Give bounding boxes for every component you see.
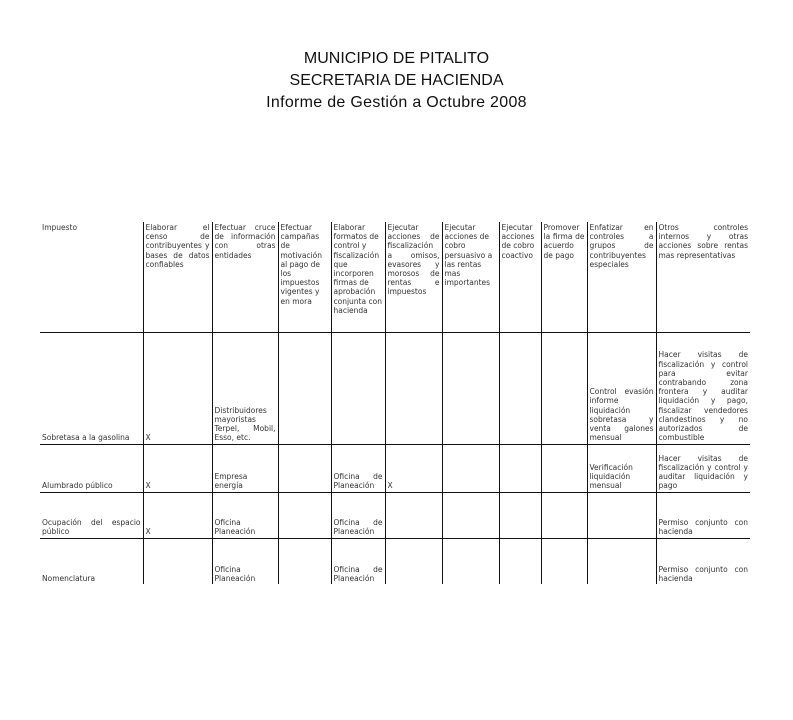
especiales-cell bbox=[587, 492, 656, 538]
coactivo-cell bbox=[499, 492, 541, 538]
table-row bbox=[40, 538, 750, 584]
campanas-cell bbox=[278, 538, 331, 584]
censo-cell: X bbox=[143, 332, 212, 444]
column-header: Otros controles internos y otras acciones sobre rentas mas representativas bbox=[658, 223, 748, 260]
fiscalizacion-cell: X bbox=[385, 444, 442, 492]
persuasivo-cell bbox=[442, 444, 499, 492]
header-row bbox=[40, 222, 750, 332]
impuesto-cell: Nomenclatura bbox=[40, 538, 143, 584]
censo-cell bbox=[143, 538, 212, 584]
especiales-cell bbox=[587, 538, 656, 584]
cruce-cell: Empresa energía bbox=[212, 444, 278, 492]
column-header: Elaborar el censo de contribuyentes y bases de datos confiables bbox=[143, 222, 212, 332]
acuerdo-cell bbox=[541, 538, 587, 584]
persuasivo-cell bbox=[442, 538, 499, 584]
coactivo-cell bbox=[499, 332, 541, 444]
column-header: Efectuar cruce de información con otras entidades bbox=[212, 222, 278, 332]
column-header: Efectuar campañas de motivación al pago de los impuestos vigentes y en mora bbox=[278, 222, 331, 332]
department-title: SECRETARIA DE HACIENDA bbox=[289, 72, 504, 89]
column-header: Elaborar formatos de control y fiscalización que incorporen firmas de aprobación conjunta con hacienda bbox=[331, 222, 385, 332]
column-header: Ejecutar acciones de fiscalización a omisos, evasores y morosos de rentas e impuestos bbox=[385, 222, 442, 332]
censo-cell: X bbox=[143, 444, 212, 492]
cruce-cell: Oficina Planeación bbox=[212, 492, 278, 538]
impuesto-cell: Sobretasa a la gasolina bbox=[40, 332, 143, 444]
table-row bbox=[40, 444, 750, 492]
coactivo-cell bbox=[499, 444, 541, 492]
fiscalizacion-cell bbox=[385, 332, 442, 444]
impuesto-cell: Alumbrado público bbox=[40, 444, 143, 492]
cruce-cell: Oficina Planeación bbox=[212, 538, 278, 584]
impuesto-cell: Ocupación del espacio público bbox=[40, 492, 143, 538]
formatos-cell: Oficina de Planeación bbox=[331, 538, 385, 584]
acuerdo-cell bbox=[541, 332, 587, 444]
otros-cell: Hacer visitas de fiscalización y control y auditar liquidación y pago bbox=[656, 444, 750, 492]
report-title: Informe de Gestión a Octubre 2008 bbox=[266, 94, 527, 111]
acuerdo-cell bbox=[541, 492, 587, 538]
municipality-title: MUNICIPIO DE PITALITO bbox=[303, 50, 490, 67]
otros-cell: Permiso conjunto con hacienda bbox=[656, 538, 750, 584]
campanas-cell bbox=[278, 492, 331, 538]
column-header: Enfatizar en controles a grupos de contribuyentes especiales bbox=[587, 222, 656, 332]
column-header: Promover la firma de acuerdo de pago bbox=[541, 222, 587, 332]
campanas-cell bbox=[278, 332, 331, 444]
column-header: Ejecutar acciones de cobro persuasivo a las rentas mas importantes bbox=[442, 222, 499, 332]
fiscalizacion-cell bbox=[385, 492, 442, 538]
fiscalizacion-cell bbox=[385, 538, 442, 584]
column-header: Ejecutar acciones de cobro coactivo bbox=[499, 222, 541, 332]
otros-cell: Permiso conjunto con hacienda bbox=[656, 492, 750, 538]
campanas-cell bbox=[278, 444, 331, 492]
formatos-cell bbox=[331, 332, 385, 444]
persuasivo-cell bbox=[442, 332, 499, 444]
acuerdo-cell bbox=[541, 444, 587, 492]
persuasivo-cell bbox=[442, 492, 499, 538]
especiales-cell: Control evasión informe liquidación sobretasa y venta galones mensual bbox=[587, 332, 656, 444]
column-header: Impuesto bbox=[40, 222, 143, 332]
especiales-cell: Verificación liquidación mensual bbox=[587, 444, 656, 492]
cruce-cell: Distribuidores mayoristas Terpel, Mobil, Esso, etc. bbox=[212, 332, 278, 444]
formatos-cell: Oficina de Planeación bbox=[331, 444, 385, 492]
censo-cell: X bbox=[143, 492, 212, 538]
formatos-cell: Oficina de Planeación bbox=[331, 492, 385, 538]
management-report-table bbox=[40, 222, 750, 584]
otros-cell: Hacer visitas de fiscalización y control para evitar contrabando zona frontera y auditar liquidación y pago, fiscalizar vendedores clandestinos y no autorizados de combustible bbox=[656, 332, 750, 444]
table-row bbox=[40, 332, 750, 444]
coactivo-cell bbox=[499, 538, 541, 584]
table-row bbox=[40, 492, 750, 538]
